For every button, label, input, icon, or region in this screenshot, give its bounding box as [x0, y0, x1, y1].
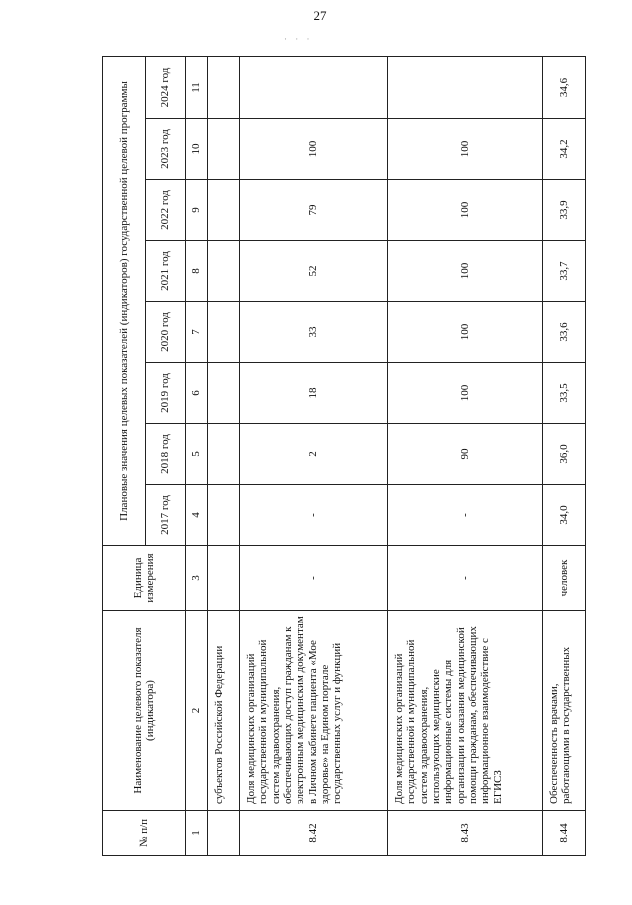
value-cell: [208, 180, 240, 241]
value-cell: [208, 56, 240, 118]
value-cell: 33,6: [543, 302, 586, 363]
header-year: 2022 год: [146, 180, 186, 241]
header-planned: Плановые значения целевых показателей (индикаторов) государственной целевой программы: [103, 56, 146, 545]
page-number: 27: [313, 8, 327, 23]
header-year: 2019 год: [146, 363, 186, 424]
indicator-name: Доля медицинских организаций государственной и муниципальной систем здравоохранения, использующих медицинские информационные системы для организации и оказания медицинской помощи гражданам, обеспечивающих информационное взаимодействие с ЕГИСЗ: [388, 611, 543, 811]
value-cell: 100: [388, 302, 543, 363]
row-number: [208, 811, 240, 856]
indicator-name: субъектов Российской Федерации: [208, 611, 240, 811]
column-number: 8: [186, 241, 208, 302]
row-number: 8.43: [388, 811, 543, 856]
header-year: 2023 год: [146, 119, 186, 180]
header-year: 2018 год: [146, 424, 186, 485]
column-number: 10: [186, 119, 208, 180]
unit-cell: -: [240, 546, 388, 611]
value-cell: 100: [388, 363, 543, 424]
table-row: [208, 56, 240, 855]
header-year: 2024 год: [146, 56, 186, 118]
column-number: 2: [186, 611, 208, 811]
value-cell: 34,2: [543, 119, 586, 180]
row-number: 8.42: [240, 811, 388, 856]
column-number: 11: [186, 56, 208, 118]
column-number-row: [186, 56, 208, 855]
table-row: [240, 56, 388, 855]
value-cell: 52: [240, 241, 388, 302]
value-cell: 34,0: [543, 485, 586, 546]
value-cell: [208, 424, 240, 485]
column-number: 3: [186, 546, 208, 611]
header-unit: Единица измерения: [103, 546, 186, 611]
value-cell: 33: [240, 302, 388, 363]
indicator-name: Обеспеченность врачами, работающими в государственных: [543, 611, 586, 811]
value-cell: [208, 302, 240, 363]
value-cell: 33,5: [543, 363, 586, 424]
column-number: 1: [186, 811, 208, 856]
value-cell: 36,0: [543, 424, 586, 485]
value-cell: 100: [240, 119, 388, 180]
value-cell: -: [240, 485, 388, 546]
value-cell: -: [388, 485, 543, 546]
value-cell: 90: [388, 424, 543, 485]
value-cell: 18: [240, 363, 388, 424]
unit-cell: [208, 546, 240, 611]
unit-cell: человек: [543, 546, 586, 611]
value-cell: [388, 56, 543, 118]
value-cell: 100: [388, 119, 543, 180]
header-name: Наименование целевого показателя (индикатора): [103, 611, 186, 811]
header-year: 2020 год: [146, 302, 186, 363]
indicator-table-container: [102, 57, 573, 856]
value-cell: [208, 485, 240, 546]
value-cell: 33,7: [543, 241, 586, 302]
value-cell: 79: [240, 180, 388, 241]
row-number: 8.44: [543, 811, 586, 856]
value-cell: 100: [388, 180, 543, 241]
column-number: 4: [186, 485, 208, 546]
column-number: 9: [186, 180, 208, 241]
header-num: № п/п: [103, 811, 186, 856]
value-cell: 100: [388, 241, 543, 302]
header-year: 2017 год: [146, 485, 186, 546]
scan-artifact: · · ·: [284, 34, 313, 44]
indicator-name: Доля медицинских организаций государственной и муниципальной систем здравоохранения, обеспечивающих доступ гражданам к электронным медицинским документам в Личном кабинете пациента «Мое здоровье» на Едином портале государственных услуг и функций: [240, 611, 388, 811]
value-cell: [240, 56, 388, 118]
value-cell: [208, 119, 240, 180]
value-cell: [208, 363, 240, 424]
unit-cell: -: [388, 546, 543, 611]
column-number: 6: [186, 363, 208, 424]
indicator-table: [102, 56, 586, 856]
table-row: [543, 56, 586, 855]
table-row: [388, 56, 543, 855]
column-number: 7: [186, 302, 208, 363]
column-number: 5: [186, 424, 208, 485]
value-cell: 33,9: [543, 180, 586, 241]
value-cell: 2: [240, 424, 388, 485]
header-year: 2021 год: [146, 241, 186, 302]
value-cell: [208, 241, 240, 302]
value-cell: 34,6: [543, 56, 586, 118]
